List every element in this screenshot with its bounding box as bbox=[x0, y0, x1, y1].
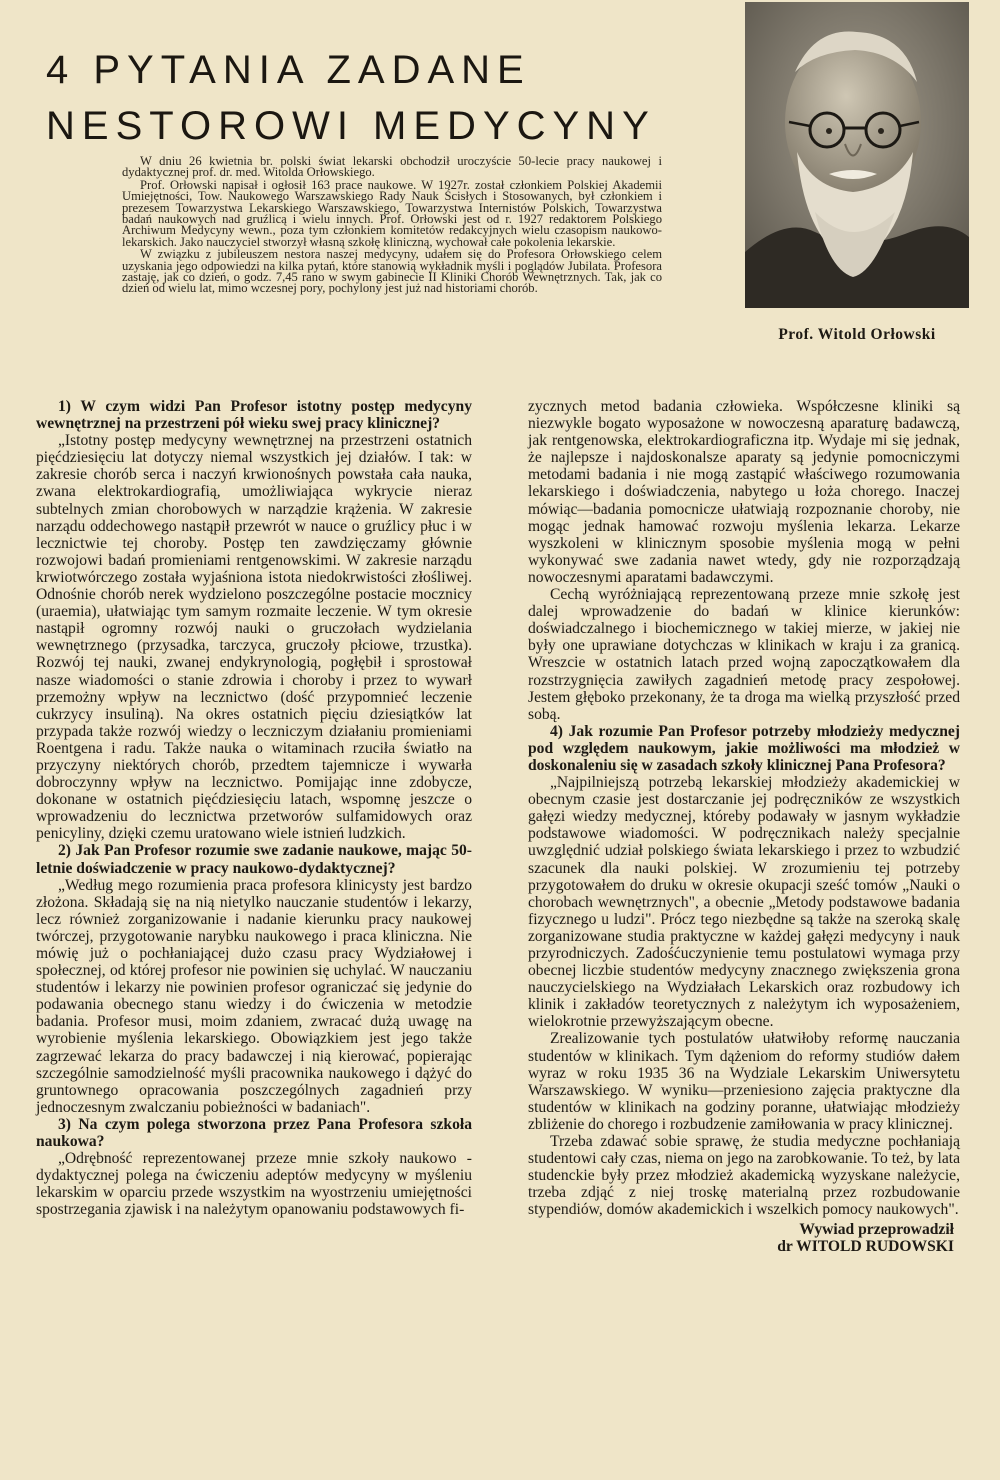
photo-caption: Prof. Witold Orłowski bbox=[778, 326, 936, 343]
answer-2: „Według mego rozumienia praca profesora klinicysty jest bardzo złożona. Składają się na nią nietylko nauczanie studentów i lekarzy, lecz również zorganizowanie i nadanie kierunku pracy naukowej twórczej, przygotowanie narybku naukowego i praca kliniczna. Nie mówię już o pochłaniającej dużo czasu pracy Wydziałowej i społecznej, od której profesor nie powinien się uchylać. W nauczaniu studentów i lekarzy nie powinien profesor ograniczać się jedynie do podawania obecnego stanu wiedzy i do ćwiczenia w metodzie badania. Profesor musi, moim zdaniem, zwracać dużą uwagę na wyrobienie myślenia lekarskiego. Obowiązkiem jest jego także zagrzewać lekarza do pracy badawczej i nią kierować, popierając szczególnie samodzielność myśli pracownika naukowego i dążyć do gruntownego opracowania poszczególnych zagadnień przy jednoczesnym zwalczaniu pobieżności w badaniach". bbox=[36, 876, 472, 1116]
answer-4-paragraph-3: Trzeba zdawać sobie sprawę, że studia medyczne pochłaniają studentowi cały czas, niema on jego na zarobkowanie. To też, by lata studenckie były przez młodzież akademicką wyzyskane należycie, trzeba zdjąć z niej troskę materialną przez rozbudowanie stypendiów, domów akademickich i wszelkich pomocy naukowych". bbox=[528, 1133, 960, 1219]
answer-4: „Najpilniejszą potrzebą lekarskiej młodzieży akademickiej w obecnym czasie jest dostarczanie jej podręczników ze wszystkich gałęzi wiedzy medycznej, któreby podawały w jasnym wykładzie podstawowe wiadomości. W podręcznikach należy specjalnie uwzględnić udział polskiego świata lekarskiego i przez to wzbudzić szacunek dla nauki polskiej. W zrozumieniu tej potrzeby przygotowałem do druku w okresie okupacji sześć tomów „Nauki o chorobach wewnętrznych", a obecnie „Metody podstawowe badania fizycznego u ludzi". Prócz tego niezbędne są także na szeroką skalę zorganizowane studia praktyczne w każdej gałęzi medycyny i nauk przyrodniczych. Zadośćuczynienie temu postulatowi wymaga przy obecnej liczbie studentów medycyny znacznego zwiększenia grona nauczycielskiego na Wydziałach Lekarskich oraz rozbudowy ich klinik i zakładów teoretycznych z należytym ich wyposażeniem, wielokrotnie przewyższającym obecne. bbox=[528, 774, 960, 1031]
left-column bbox=[36, 398, 472, 1219]
question-2: 2) Jak Pan Profesor rozumie swe zadanie naukowe, mając 50-letnie doświadczenie w pracy naukowo-dydaktycznej? bbox=[36, 842, 472, 877]
answer-1: „Istotny postęp medycyny wewnętrznej na przestrzeni ostatnich pięćdziesięciu lat dotyczy niemal wszystkich jej działów. I tak: w zakresie chorób serca i naczyń krwionośnych powstała cała nauka, zwana elektrokardiografią, umożliwiająca wykrycie nieraz subtelnych zmian chorobowych w narządzie krążenia. W zakresie narządu oddechowego nastąpił przewrót w nauce o gruźlicy płuc i w lecznictwie tej choroby. Postęp ten zawdzięczamy głównie rozwojowi badań promieniami rentgenowskimi. W zakresie narządu krwiotwórczego została wyjaśniona istota niedokrwistości złośliwej. Odnośnie chorób nerek wydzielono poszczególne postacie mocznicy (uraemia), ułatwiając tym samym rozmaite leczenie. W tym okresie nastąpił ogromny rozwój nauki o gruczołach wydzielania wewnętrznego (przysadka, tarczyca, gruczoły płciowe, trzustka). Rozwój tej nauki, zwanej endykrynologią, pogłębił i sprostował nasze wiadomości o stanie zdrowia i choroby i przez to wywarł przemożny wpływ na lecznictwo (dość przypomnieć leczenie cukrzycy insuliną). Na okres ostatnich pięciu dziesiątków lat przypada także rozwój wiedzy o leczniczym działaniu promieniami Roentgena i radu. Także nauka o witaminach rzuciła światło na przyczyny niektórych chorób, przedtem tajemnicze i wywarła dobroczynny wpływ na lecznictwo. Pomijając inne zdobycze, dokonane w ostatnich pięćdziesięciu latach, wspomnę jeszcze o wprowadzeniu do lecznictwa przetworów sulfamidowych oraz penicyliny, dzięki czemu uratowano wiele istnień ludzkich. bbox=[36, 432, 472, 843]
portrait-photo bbox=[745, 2, 969, 308]
portrait-image bbox=[745, 2, 969, 308]
intro-paragraph: W związku z jubileuszem nestora naszej medycyny, udałem się do Profesora Orłowskiego celem uzyskania jego odpowiedzi na kilka pytań, które stanowią wykładnik myśli i poglądów Jubilata. Profesora zastaję, jak co dzień, o godz. 7,45 rano w swym gabinecie II Kliniki Chorób Wewnętrznych. Tak, jak co dzień od wielu lat, mimo wczesnej pory, pochylony jest już nad historiami chorób. bbox=[122, 247, 662, 296]
answer-4-paragraph-2: Zrealizowanie tych postulatów ułatwiłoby reformę nauczania studentów w klinikach. Tym dążeniom do reformy studiów dałem wyraz w roku 1935 36 na Wydziale Lekarskim Uniwersytetu Warszawskiego. W wyniku—przeniesiono zajęcia praktyczne dla studentów w klinikach na godziny poranne, ułatwiając młodzieży zbliżenie do chorego i rozbudzenie zamiłowania w pracy klinicznej. bbox=[528, 1030, 960, 1133]
question-1: 1) W czym widzi Pan Profesor istotny postęp medycyny wewnętrznej na przestrzeni pół wieku swej pracy klinicznej? bbox=[36, 398, 472, 433]
question-3: 3) Na czym polega stworzona przez Pana Profesora szkoła naukowa? bbox=[36, 1115, 472, 1151]
answer-3: „Odrębność reprezentowanej przeze mnie szkoły naukowo - dydaktycznej polega na ćwiczeniu adeptów medycyny w myśleniu lekarskim w oparciu przede wszystkim na wyostrzeniu umiejętności spostrzegania zjawisk i na należytym opanowaniu podstawowych fi- bbox=[36, 1150, 472, 1219]
article-intro bbox=[122, 156, 662, 296]
intro-paragraph: W dniu 26 kwietnia br. polski świat lekarski obchodził uroczyście 50-lecie pracy naukowej i dydaktycznej prof. dr. med. Witolda Orłowskiego. bbox=[122, 154, 662, 180]
question-4: 4) Jak rozumie Pan Profesor potrzeby młodzieży medycznej pod względem naukowym, jakie możliwości ma młodzież w doskonaleniu się w zasadach szkoły klinicznej Pana Profesora? bbox=[528, 722, 960, 774]
intro-paragraph: Prof. Orłowski napisał i ogłosił 163 prace naukowe. W 1927r. został członkiem Polskiej Akademii Umiejętności, Tow. Naukowego Warszawskiego Rady Nauk Ścisłych i Stosowanych, był członkiem i prezesem Towarzystwa Lekarskiego Warszawskiego, Towarzystwa Internistów Polskich, Towarzystwa badań naukowych nad gruźlicą i wielu innych. Prof. Orłowski jest od r. 1927 redaktorem Polskiego Archiwum Medycyny wewn., poza tym członkiem komitetów redakcyjnych wielu czasopism naukowo-lekarskich. Jako nauczyciel stworzył własną szkołę kliniczną, wychował całe pokolenia lekarskie. bbox=[122, 177, 662, 249]
article-title bbox=[46, 42, 686, 154]
title-line-1: 4 PYTANIA ZADANE bbox=[46, 48, 531, 92]
right-column bbox=[528, 398, 960, 1255]
signature-line-1: Wywiad przeprowadził bbox=[799, 1220, 954, 1238]
title-line-2: NESTOROWI MEDYCYNY bbox=[46, 104, 656, 148]
answer-3-paragraph-2: Cechą wyróżniającą reprezentowaną przeze mnie szkołę jest dalej wprowadzenie do badań w klinice kierunków: doświadczalnego i biochemicznego w takiej mierze, w jakiej nie były one uprawiane dotychczas w klinikach w kraju i za granicą. Wreszcie w ostatnich latach przed wojną zapoczątkowałem dla rozstrzygnięcia zawiłych zagadnień metodę pracy zespołowej. Jestem głęboko przekonany, że ta droga ma wielką przyszłość przed sobą. bbox=[528, 586, 960, 723]
author-signature bbox=[528, 1221, 960, 1255]
signature-line-2: dr WITOLD RUDOWSKI bbox=[777, 1237, 954, 1255]
answer-3-continued: zycznych metod badania człowieka. Współczesne kliniki są niezwykle bogato wyposażone w nowoczesną aparaturę badawczą, jak rentgenowska, elektrokardiograficzna itp. Wydaje mi się jednak, że najlepsze i najdoskonalsze aparaty są jedynie pomocniczymi metodami badania i nie mogą zastąpić właściwego rozumowania lekarskiego i doświadczenia, nabytego u łoża chorego. Inaczej mówiąc—badania pomocnicze ułatwiają rozpoznanie choroby, nie mogąc jednak hamować rozwoju myślenia lekarza. Lekarze wyszkoleni w klinicznym sposobie myślenia mogą w pełni wykonywać swe zadania nawet wtedy, gdy nie rozporządzają nowoczesnymi aparatami badawczymi. bbox=[528, 398, 960, 586]
